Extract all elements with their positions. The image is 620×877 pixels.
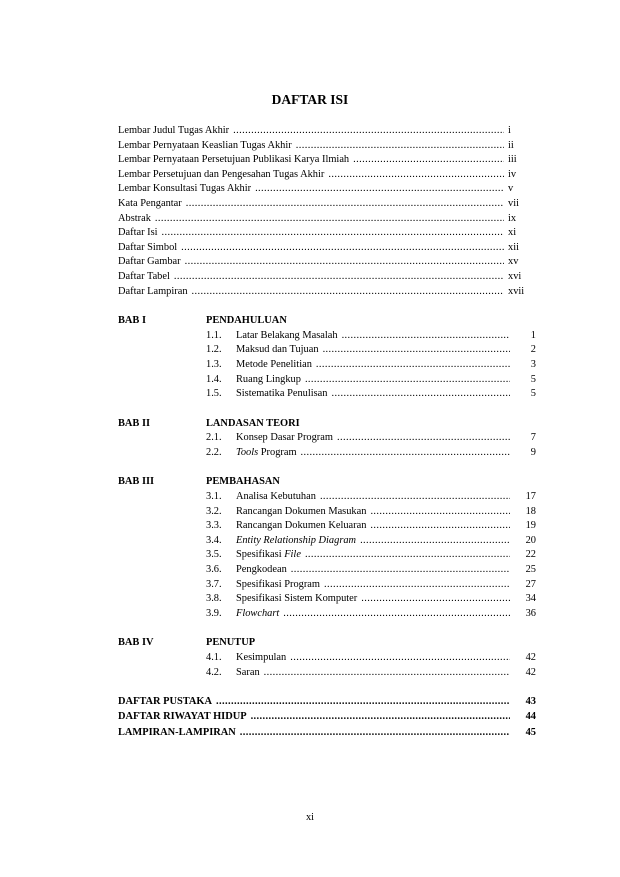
section-label-italic: Flowchart [236, 607, 280, 619]
chapter-title: LANDASAN TEORI [206, 417, 300, 429]
section-number: 1.1. [206, 329, 222, 341]
entry-label: Lembar Persetujuan dan Pengesahan Tugas Akhir [118, 168, 325, 180]
page-number: xi [305, 812, 315, 823]
entry-label: Daftar Lampiran [118, 285, 188, 297]
section-label-italic: Tools [236, 446, 259, 458]
section-page: 2 [530, 344, 536, 356]
chapter-block [118, 636, 536, 680]
section-entry [118, 563, 536, 578]
section-number: 3.6. [206, 564, 222, 576]
chapter-number: BAB III [118, 476, 155, 488]
dot-leader [320, 490, 510, 505]
section-page: 17 [525, 491, 536, 503]
section-label-text: Analisa Kebutuhan [236, 491, 316, 503]
entry-label: Lembar Konsultasi Tugas Akhir [118, 183, 252, 195]
section-entry [118, 519, 536, 534]
dot-leader [240, 725, 510, 740]
chapter-number: BAB IV [118, 637, 154, 649]
dot-leader [185, 255, 504, 270]
section-entry [118, 534, 536, 549]
dot-leader [370, 519, 510, 534]
section-label [236, 592, 357, 607]
section-entry [118, 490, 536, 505]
entry-label: Lembar Pernyataan Keaslian Tugas Akhir [118, 139, 292, 151]
section-number: 3.2. [206, 505, 222, 517]
dot-leader [264, 666, 510, 681]
section-page: 3 [530, 358, 536, 370]
section-label-text: Spesifikasi Sistem Komputer [236, 593, 358, 605]
section-number: 3.1. [206, 491, 222, 503]
section-label [236, 446, 297, 461]
section-page: 20 [525, 534, 536, 546]
section-page: 7 [530, 432, 536, 444]
toc-entry [118, 124, 536, 139]
section-page: 18 [525, 505, 536, 517]
dot-leader [316, 358, 510, 373]
section-entry [118, 651, 536, 666]
dot-leader [186, 197, 504, 212]
entry-page: xvii [508, 285, 525, 297]
front-matter-list [118, 124, 536, 299]
entry-label: LAMPIRAN-LAMPIRAN [118, 726, 236, 738]
entry-label: Lembar Pernyataan Persetujuan Publikasi Karya Ilmiah [118, 154, 350, 166]
section-entry [118, 505, 536, 520]
entry-page: xv [508, 256, 519, 268]
section-entry [118, 343, 536, 358]
dot-leader [155, 212, 504, 227]
section-number: 1.3. [206, 358, 222, 370]
section-entry [118, 431, 536, 446]
section-label [236, 578, 320, 593]
entry-page: ii [508, 139, 514, 151]
section-label-text: Konsep Dasar Program [236, 432, 333, 444]
section-number: 3.8. [206, 593, 222, 605]
dot-leader [360, 534, 510, 549]
section-label-text: Sistematika Penulisan [236, 388, 328, 400]
section-label [236, 358, 312, 373]
section-label [236, 534, 356, 549]
dot-leader [324, 578, 510, 593]
dot-leader [337, 431, 510, 446]
dot-leader [296, 139, 504, 154]
section-page: 27 [525, 578, 536, 590]
entry-label: Daftar Gambar [118, 256, 181, 268]
chapter-number: BAB II [118, 417, 151, 429]
section-page: 42 [525, 652, 536, 663]
toc-entry [118, 226, 536, 241]
chapter-heading [118, 636, 536, 651]
entry-label: Lembar Judul Tugas Akhir [118, 125, 230, 136]
dot-leader [305, 373, 510, 388]
section-page: 1 [530, 329, 536, 341]
chapter-title: PEMBAHASAN [206, 476, 280, 488]
dot-leader [283, 607, 510, 622]
section-page: 19 [525, 520, 536, 532]
section-entry [118, 578, 536, 593]
back-matter-list [118, 694, 536, 740]
dot-leader [342, 329, 510, 344]
section-number: 4.2. [206, 666, 222, 678]
section-label [236, 563, 287, 578]
toc-entry [118, 197, 536, 212]
section-entry [118, 373, 536, 388]
dot-leader [370, 505, 510, 520]
toc-entry [118, 139, 536, 154]
section-entry [118, 548, 536, 563]
section-label [236, 666, 260, 681]
section-label [236, 651, 286, 666]
section-label-text: Ruang Lingkup [236, 373, 301, 385]
back-entry [118, 709, 536, 724]
entry-page: v [508, 183, 514, 195]
dot-leader [323, 343, 510, 358]
section-number: 4.1. [206, 652, 222, 663]
section-entry [118, 329, 536, 344]
chapter-block [118, 475, 536, 621]
chapter-block [118, 417, 536, 461]
entry-page: xvi [508, 270, 522, 282]
dot-leader [251, 709, 510, 724]
section-label-text: Saran [236, 666, 260, 678]
entry-page: ix [508, 212, 517, 224]
dot-leader [301, 446, 510, 461]
toc-entry [118, 255, 536, 270]
dot-leader [181, 241, 504, 256]
entry-label: Kata Pengantar [118, 197, 182, 209]
dot-leader [192, 285, 504, 300]
section-label-text: Spesifikasi [236, 549, 285, 561]
section-number: 2.1. [206, 432, 222, 444]
section-number: 2.2. [206, 446, 222, 458]
section-number: 3.4. [206, 534, 222, 546]
section-label-italic: Entity Relationship Diagram [236, 534, 357, 546]
section-entry [118, 446, 536, 461]
chapter-number: BAB I [118, 315, 147, 327]
section-entry [118, 666, 536, 681]
dot-leader [255, 182, 504, 197]
toc-entry [118, 168, 536, 183]
back-entry [118, 725, 536, 740]
chapter-title: PENDAHULUAN [206, 315, 287, 327]
section-number: 3.7. [206, 578, 222, 590]
page-title: DAFTAR ISI [271, 92, 349, 107]
section-number: 1.2. [206, 344, 222, 356]
toc-entry [118, 285, 536, 300]
section-page: 25 [525, 564, 536, 576]
toc-entry [118, 241, 536, 256]
section-label-text: Pengkodean [236, 564, 287, 576]
section-label [236, 490, 316, 505]
entry-page: xi [508, 227, 517, 239]
dot-leader [361, 592, 510, 607]
chapter-heading [118, 475, 536, 490]
entry-page: vii [508, 197, 519, 209]
section-label [236, 548, 301, 563]
dot-leader [353, 153, 504, 168]
dot-leader [174, 270, 504, 285]
entry-label: DAFTAR RIWAYAT HIDUP [118, 711, 247, 723]
table-of-contents [118, 124, 536, 740]
section-label [236, 431, 333, 446]
entry-page: iv [508, 168, 517, 180]
entry-label: Abstrak [118, 212, 151, 224]
section-label-text: Kesimpulan [236, 652, 287, 663]
dot-leader [332, 387, 511, 402]
back-entry [118, 694, 536, 709]
section-number: 3.5. [206, 549, 222, 561]
section-label [236, 343, 319, 358]
section-label-italic: File [284, 549, 301, 561]
section-number: 1.4. [206, 373, 222, 385]
section-page: 5 [530, 373, 536, 385]
dot-leader [233, 124, 504, 139]
section-label [236, 505, 366, 520]
toc-entry [118, 212, 536, 227]
entry-label: DAFTAR PUSTAKA [118, 696, 212, 708]
section-label-text: Rancangan Dokumen Keluaran [236, 520, 367, 532]
entry-page: 45 [525, 726, 536, 738]
section-label [236, 387, 328, 402]
entry-label: Daftar Tabel [118, 270, 170, 282]
chapter-heading [118, 314, 536, 329]
chapter-block [118, 314, 536, 402]
section-page: 34 [525, 593, 536, 605]
dot-leader [290, 651, 510, 666]
toc-entry [118, 270, 536, 285]
section-entry [118, 607, 536, 622]
section-number: 3.9. [206, 607, 222, 619]
section-entry [118, 592, 536, 607]
section-page: 9 [530, 446, 536, 458]
section-label-text: Maksud dan Tujuan [236, 344, 319, 356]
entry-label: Daftar Isi [118, 227, 158, 239]
section-entry [118, 358, 536, 373]
section-label [236, 519, 366, 534]
section-label-text: Rancangan Dokumen Masukan [236, 505, 367, 517]
dot-leader [328, 168, 504, 183]
section-number: 3.3. [206, 520, 222, 532]
section-label [236, 607, 279, 622]
section-number: 1.5. [206, 388, 222, 400]
entry-page: xii [508, 241, 519, 253]
section-label-text: Spesifikasi Program [236, 578, 320, 590]
toc-entry [118, 182, 536, 197]
dot-leader [162, 226, 504, 241]
section-page: 22 [525, 549, 536, 561]
section-label-text: Latar Belakang Masalah [236, 329, 338, 341]
dot-leader [305, 548, 510, 563]
section-label-text: Program [258, 446, 297, 458]
section-page: 36 [525, 607, 536, 619]
entry-page: iii [508, 154, 517, 166]
dot-leader [291, 563, 510, 578]
chapter-title: PENUTUP [206, 637, 256, 649]
toc-entry [118, 153, 536, 168]
section-page: 5 [530, 388, 536, 400]
chapters-list [118, 314, 536, 680]
section-page: 42 [525, 666, 536, 678]
chapter-heading [118, 417, 536, 432]
section-label-text: Metode Penelitian [236, 358, 312, 370]
dot-leader [216, 694, 510, 709]
entry-page: 43 [525, 696, 536, 708]
entry-label: Daftar Simbol [118, 241, 178, 253]
section-label [236, 373, 301, 388]
entry-page: i [508, 125, 511, 136]
section-label [236, 329, 338, 344]
section-entry [118, 387, 536, 402]
entry-page: 44 [525, 711, 536, 723]
